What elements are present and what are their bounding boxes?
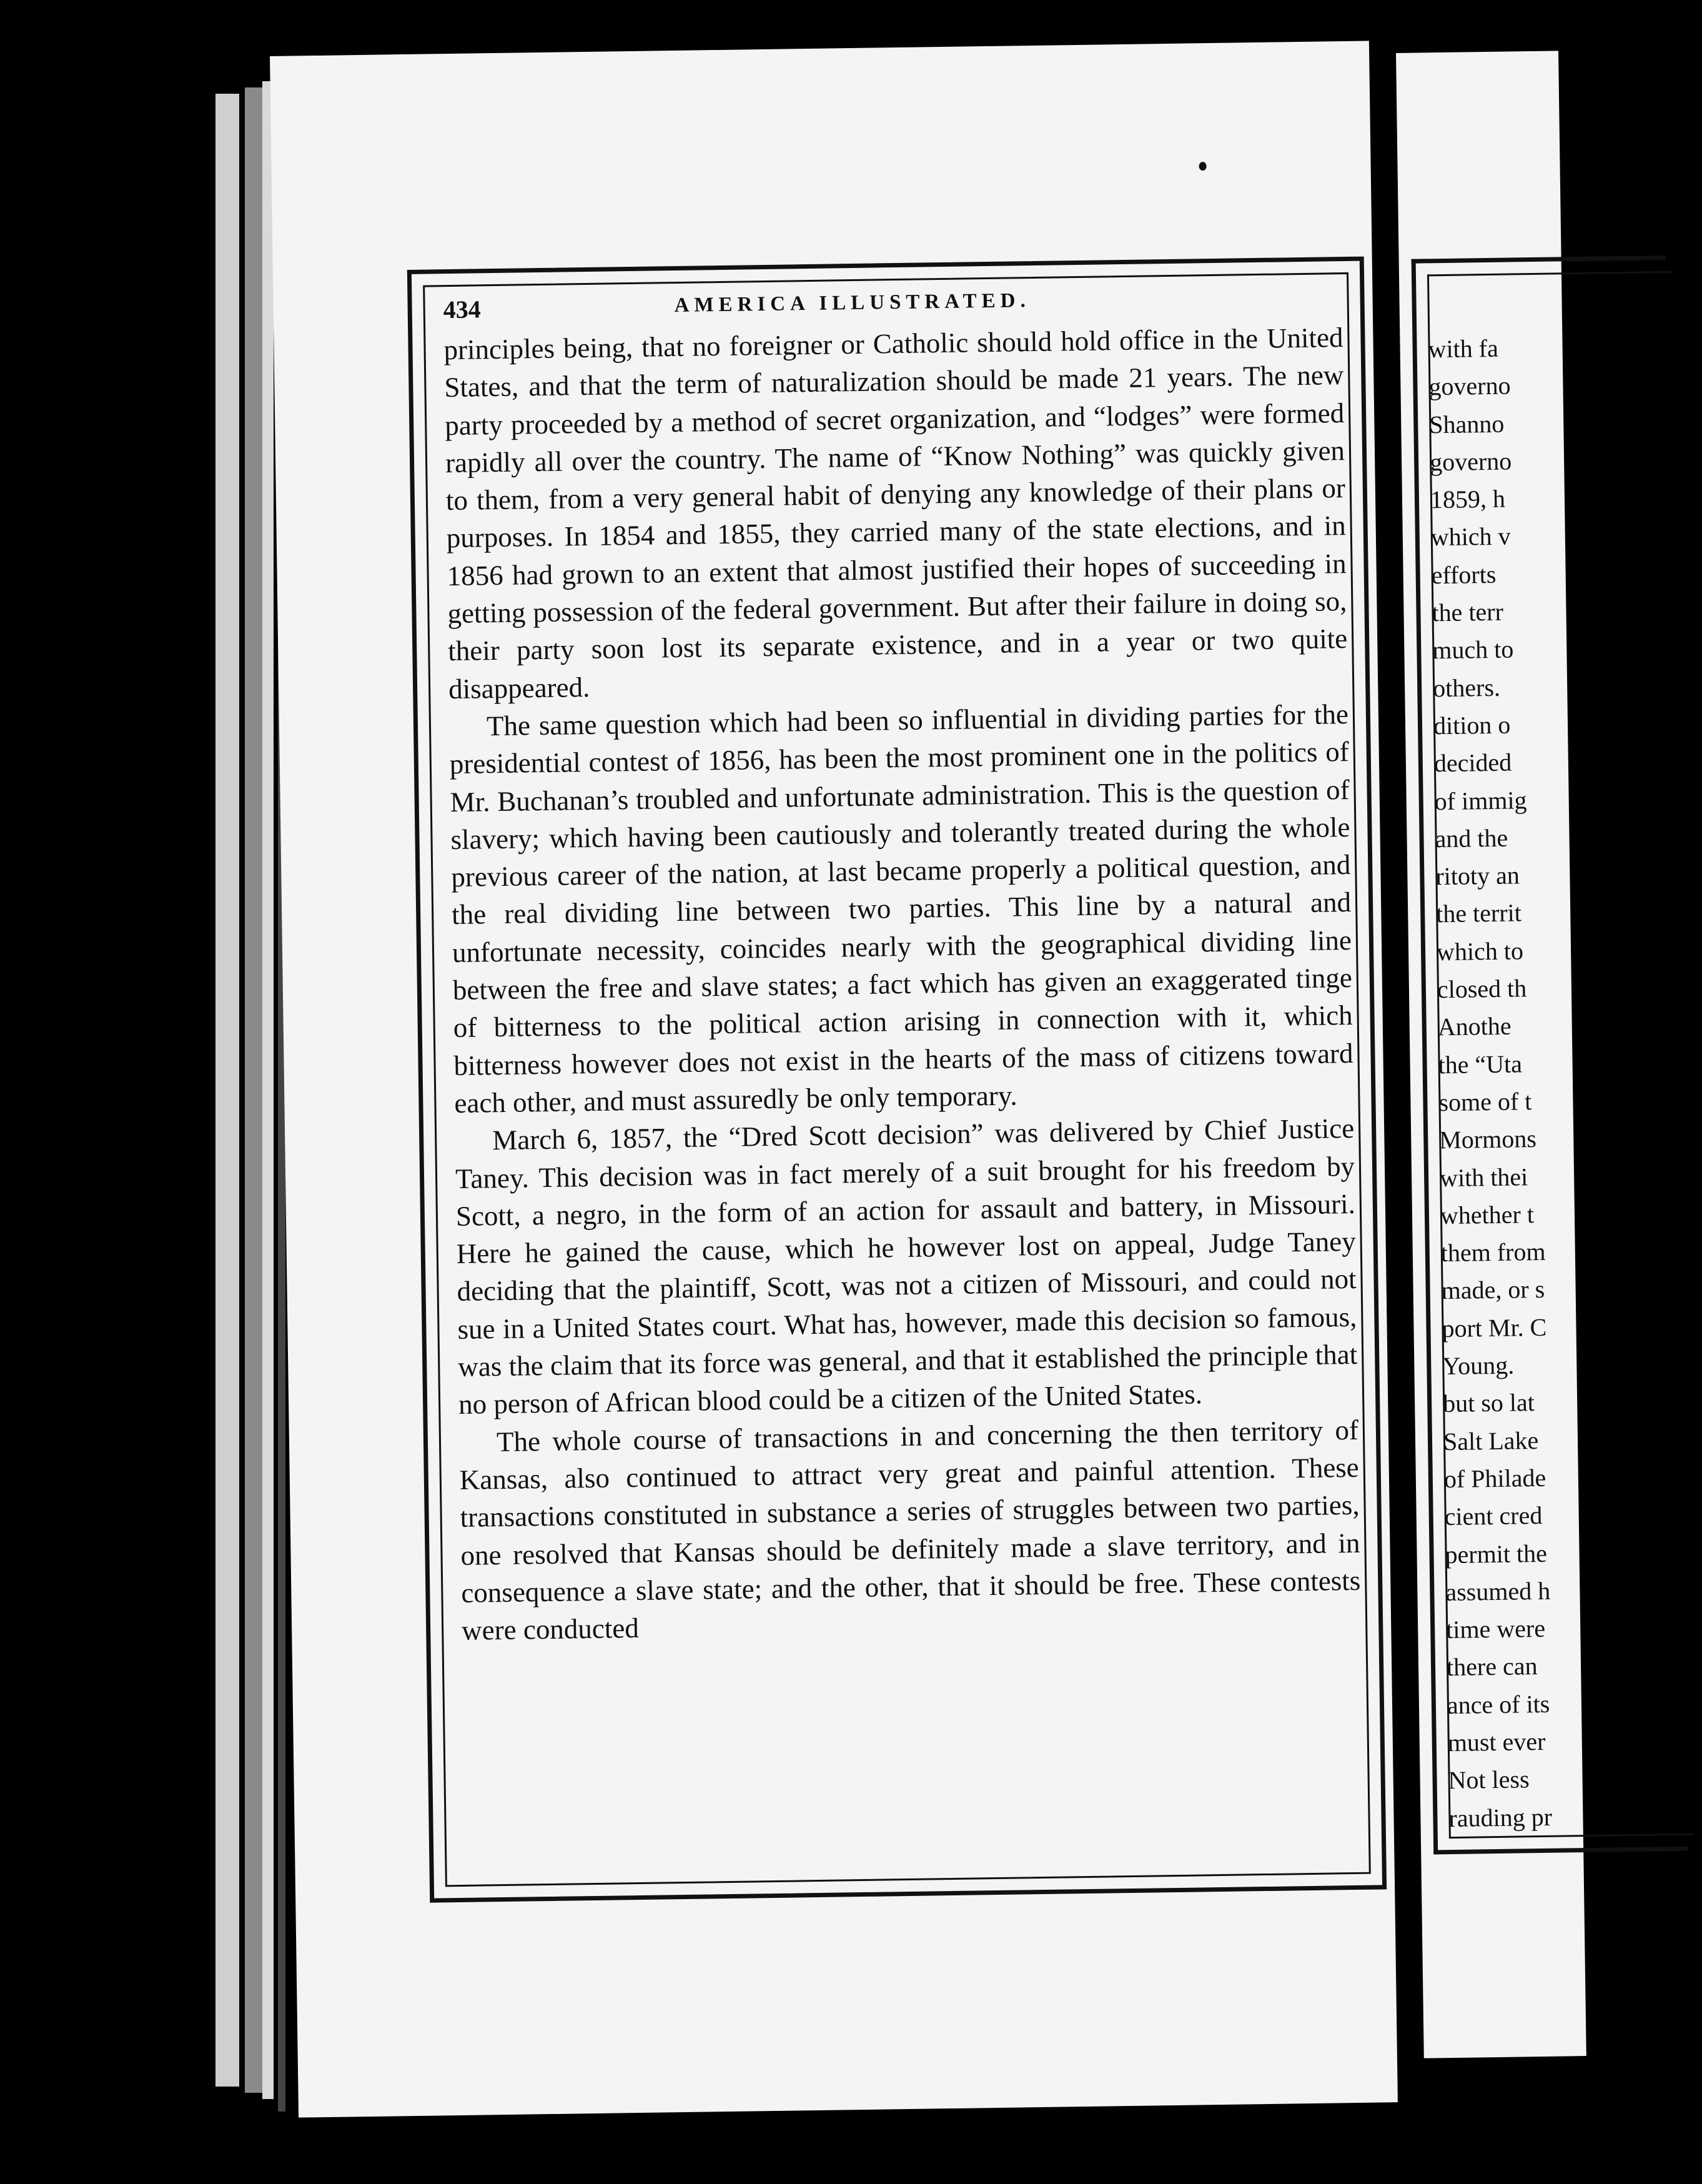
facing-page-line: Mormons [1438,1124,1537,1154]
facing-page-line: which to [1436,936,1524,966]
book-page-edge-shadow [245,87,262,2093]
facing-page-line: dition o [1433,710,1511,740]
facing-page-line: Anothe [1437,1011,1512,1041]
facing-page-line: with thei [1439,1162,1528,1192]
facing-page-line: whether t [1440,1199,1535,1230]
facing-page-line: rauding pr [1448,1802,1553,1832]
paragraph: March 6, 1857, the “Dred Scott decision” was delivered by Chief Justice Taney. This decision was in fact merely of a suit brought for his freedom by Scott, a negro, in the form of an action for assault and battery, in Missouri. Here he gained the cause, which he however lost on appeal, Judge Taney deciding that the plaintiff, Scott, was not a citizen of Missouri, and could not sue in a United States court. What has, however, made this decision so famous, was the claim that its force was general, and that it established the principle that no person of African blood could be a citizen of the United States. [455,1113,1358,1421]
book-page-edge [215,94,239,2087]
facing-page-line: ritoty an [1435,861,1520,891]
facing-page-line: Salt Lake [1443,1426,1539,1456]
facing-page-line: others. [1432,673,1501,702]
facing-page-line: decided [1433,748,1512,778]
facing-page-line: but so lat [1442,1388,1535,1418]
facing-page-line: Not less [1448,1765,1530,1795]
facing-page-text [1428,327,1699,1837]
facing-page-line: them from [1440,1237,1546,1268]
facing-page-line: the “Uta [1438,1049,1523,1079]
book-page-edge [262,81,274,2099]
facing-page [1396,51,1586,2058]
facing-page-line: Young. [1442,1351,1515,1381]
facing-page-line: made, or s [1441,1275,1545,1305]
facing-page-line: the territ [1435,898,1522,928]
facing-page-line: time were [1445,1614,1546,1644]
facing-page-line: permit the [1445,1539,1548,1569]
paragraph: The whole course of transactions in and concerning the then territory of Kansas, also continued to attract very great and painful attention. These transactions constituted in substance a series of struggles between two parties, one resolved that Kansas should be definitely made a slave territory, and in consequence a slave state; and the other, that it should be free. These contests were conducted [459,1414,1361,1647]
facing-page-line: closed th [1437,974,1527,1004]
facing-page-line: governo [1429,447,1512,477]
facing-page-line: cient cred [1444,1501,1543,1531]
ink-speck [1199,162,1207,171]
running-title: AMERICA ILLUSTRATED. [674,289,1031,317]
facing-page-line: of Philade [1443,1463,1546,1494]
facing-page-line: assumed h [1445,1576,1551,1606]
facing-page-line: efforts [1431,560,1497,590]
paragraph: principles being, that no foreigner or Catholic should hold office in the United States, and that the term of naturalization should be made 21 years. The new party proceeded by a method of secret organization, and “lodges” were formed rapidly all over the country. The name of “Know Nothing” was quickly given to them, from a very general habit of denying any knowledge of their plans or purposes. In 1854 and 1855, they carried many of the state elections, and in 1856 had grown to an extent that almost justified their hopes of succeeding in getting possession of the federal government. But after their failure in doing so, their party soon lost its separate existence, and in a year or two quite disappeared. [443,322,1348,705]
facing-page-line: must ever [1447,1727,1546,1757]
left-page [270,41,1398,2117]
facing-page-line: governo [1428,371,1511,401]
body-text [443,319,1361,1649]
facing-page-line: much to [1432,635,1514,665]
facing-page-line: port Mr. C [1442,1313,1547,1343]
facing-page-line: there can [1446,1652,1538,1682]
paragraph: The same question which had been so influential in dividing parties for the presidential contest of 1856, has been the most prominent one in the politics of Mr. Buchanan’s troubled and unfortunate administration. This is the question of slavery; which having been cautiously and tolerantly treated during the whole previous career of the nation, at last became properly a political question, and the real dividing line between two parties. This line by a natural and unfortunate necessity, coincides nearly with the geographical dividing line between the free and slave states; a fact which has given an exaggerated tinge of bitterness to the political action arising in connection with it, which bitterness however does not exist in the hearts of the mass of citizens toward each other, and must assuredly be only temporary. [449,698,1353,1119]
facing-page-line: 1859, h [1430,484,1506,514]
facing-page-line: the terr [1432,597,1504,627]
facing-page-line: Shanno [1428,409,1505,439]
facing-page-line: and the [1435,823,1508,853]
facing-page-line: of immig [1434,785,1527,815]
facing-page-line: ance of its [1447,1689,1550,1719]
page-number: 434 [443,295,481,324]
facing-page-line: some of t [1438,1087,1532,1117]
page-border [407,257,1387,1903]
facing-page-line: which v [1430,522,1511,552]
facing-page-line: with fa [1428,334,1499,364]
